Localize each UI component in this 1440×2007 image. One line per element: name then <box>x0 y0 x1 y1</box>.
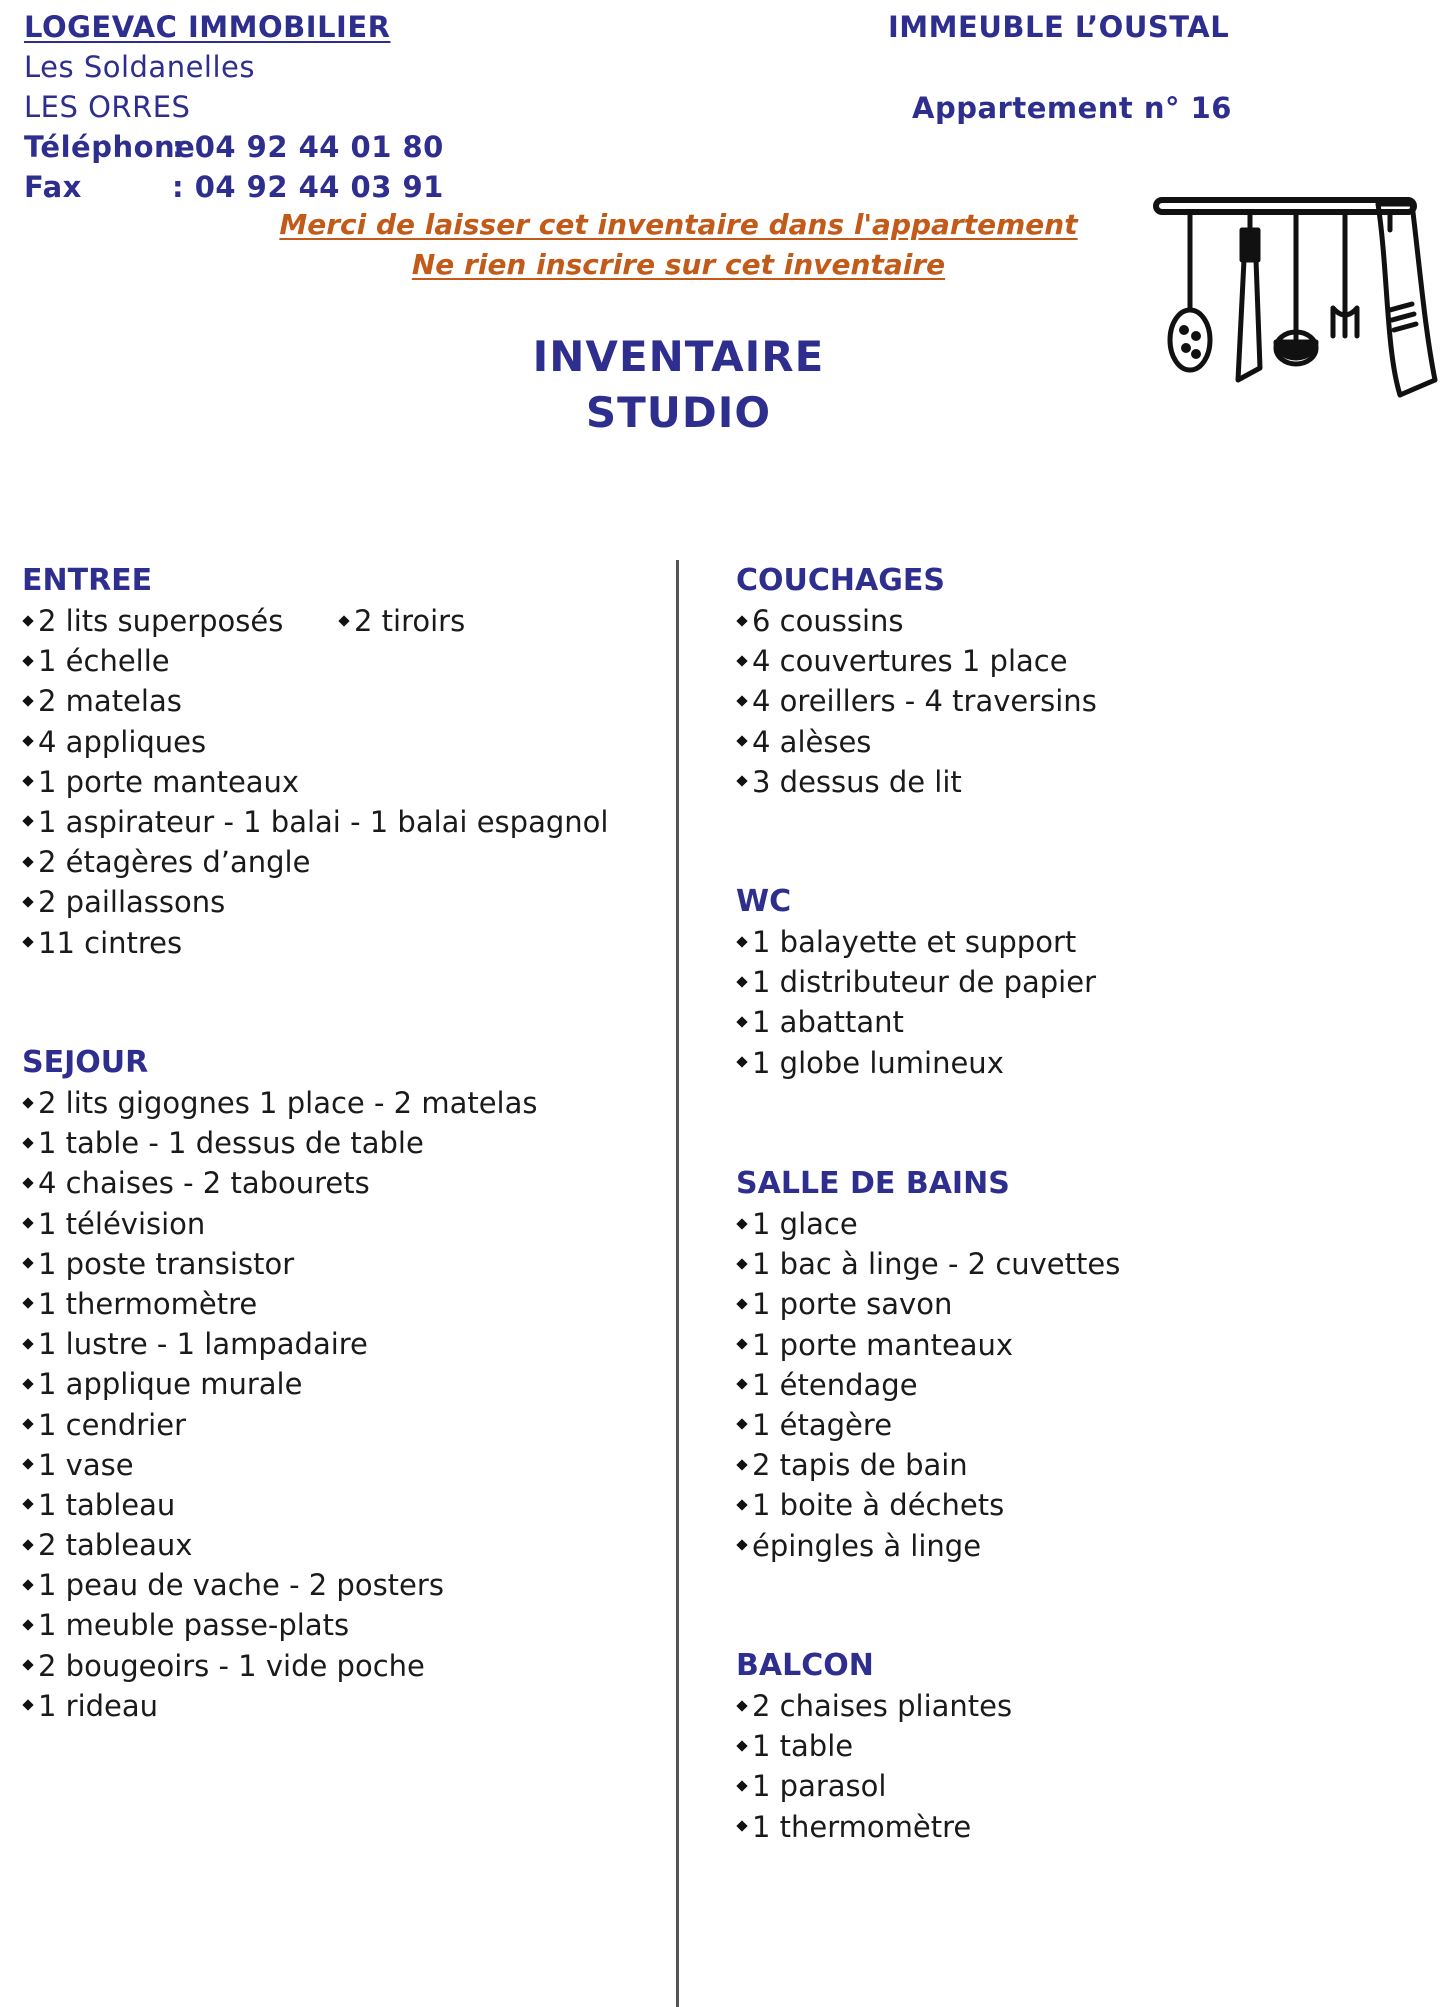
list-item: 1 table <box>736 1726 1012 1766</box>
bullet-icon <box>22 1499 33 1510</box>
document-subtitle: STUDIO <box>585 388 772 437</box>
list-item: 1 télévision <box>22 1204 538 1244</box>
section-couchages <box>736 561 1097 802</box>
list-item: 4 appliques <box>22 722 608 762</box>
list-item: 1 bac à linge - 2 cuvettes <box>736 1244 1120 1284</box>
bullet-icon <box>736 735 747 746</box>
notice-no-writing: Ne rien inscrire sur cet inventaire <box>411 248 946 281</box>
list-item: épingles à linge <box>736 1526 1120 1566</box>
kitchen-utensils-icon <box>1150 190 1440 409</box>
agency-address-line1: Les Soldanelles <box>24 50 255 84</box>
section-title-balcon: BALCON <box>736 1648 874 1683</box>
bullet-icon <box>736 976 747 987</box>
list-item: 6 coussins <box>736 601 1097 641</box>
bullet-icon <box>736 1419 747 1430</box>
bullet-icon <box>22 1298 33 1309</box>
bullet-icon <box>22 1459 33 1470</box>
bullet-icon <box>22 936 33 947</box>
bullet-icon <box>22 655 33 666</box>
bullet-icon <box>22 695 33 706</box>
section-title-entree: ENTREE <box>22 563 153 598</box>
bullet-icon <box>736 655 747 666</box>
phone-value: : 04 92 44 01 80 <box>172 130 444 164</box>
list-item: 2 lits gigognes 1 place - 2 matelas <box>22 1083 538 1123</box>
list-item: 2 paillassons <box>22 882 608 922</box>
list-item: 2 tableaux <box>22 1525 538 1565</box>
list-item: 1 tableau <box>22 1485 538 1525</box>
list-item: 1 boite à déchets <box>736 1485 1120 1525</box>
building-name: IMMEUBLE L’OUSTAL <box>888 10 1230 44</box>
bullet-icon <box>22 615 33 626</box>
list-item: 1 lustre - 1 lampadaire <box>22 1324 538 1364</box>
list-item: 4 alèses <box>736 722 1097 762</box>
list-item: 1 parasol <box>736 1766 1012 1806</box>
bullet-icon <box>22 1579 33 1590</box>
bullet-icon <box>22 1418 33 1429</box>
list-item: 1 porte savon <box>736 1284 1120 1324</box>
bullet-icon <box>22 856 33 867</box>
phone-label: Téléphone <box>24 130 196 164</box>
list-item: 4 chaises - 2 tabourets <box>22 1163 538 1203</box>
apartment-number: Appartement n° 16 <box>912 91 1232 125</box>
bullet-icon <box>22 1137 33 1148</box>
list-item: 2 étagères d’angle <box>22 842 608 882</box>
bullet-icon <box>736 1056 747 1067</box>
bullet-icon <box>22 776 33 787</box>
agency-name: LOGEVAC IMMOBILIER <box>24 10 391 44</box>
list-item: 1 distributeur de papier <box>736 962 1096 1002</box>
list-item: 2 bougeoirs - 1 vide poche <box>22 1646 538 1686</box>
list-item: 1 abattant <box>736 1002 1096 1042</box>
list-item: 1 cendrier <box>22 1405 538 1445</box>
list-item: 2 matelas <box>22 681 608 721</box>
bullet-icon <box>736 1780 747 1791</box>
list-item: 11 cintres <box>22 923 608 963</box>
section-title-wc: WC <box>736 884 792 919</box>
bullet-icon <box>736 1298 747 1309</box>
list-item: 2 chaises pliantes <box>736 1686 1012 1726</box>
bullet-icon <box>22 1177 33 1188</box>
section-entree <box>22 561 608 963</box>
bullet-icon <box>736 1740 747 1751</box>
list-item: 1 rideau <box>22 1686 538 1726</box>
bullet-icon <box>736 1258 747 1269</box>
agency-address-line2: LES ORRES <box>24 90 191 124</box>
bullet-icon <box>22 1539 33 1550</box>
list-item: 1 étagère <box>736 1405 1120 1445</box>
bullet-icon <box>22 1097 33 1108</box>
bullet-icon <box>22 1338 33 1349</box>
list-item: 1 glace <box>736 1204 1120 1244</box>
list-item: 1 globe lumineux <box>736 1043 1096 1083</box>
section-sejour <box>22 1043 538 1726</box>
section-title-sejour: SEJOUR <box>22 1045 149 1080</box>
bullet-icon <box>736 695 747 706</box>
list-item: 1 étendage <box>736 1365 1120 1405</box>
list-item: 1 porte manteaux <box>22 762 608 802</box>
list-item: 4 oreillers - 4 traversins <box>736 681 1097 721</box>
bullet-icon <box>22 1378 33 1389</box>
fax-value: : 04 92 44 03 91 <box>172 170 444 204</box>
notice-leave-inventory: Merci de laisser cet inventaire dans l'appartement <box>279 208 1078 241</box>
bullet-icon <box>22 896 33 907</box>
bullet-icon <box>22 816 33 827</box>
bullet-icon <box>736 1218 747 1229</box>
bullet-icon <box>22 1619 33 1630</box>
bullet-icon <box>736 1499 747 1510</box>
list-item: 1 table - 1 dessus de table <box>22 1123 538 1163</box>
list-item: 2 lits superposés <box>22 601 608 641</box>
list-item: 3 dessus de lit <box>736 762 1097 802</box>
bullet-icon <box>22 1659 33 1670</box>
section-salle-de-bains <box>736 1164 1120 1566</box>
list-item: 4 couvertures 1 place <box>736 641 1097 681</box>
bullet-icon <box>22 1217 33 1228</box>
list-item: 1 porte manteaux <box>736 1325 1120 1365</box>
list-item: 1 peau de vache - 2 posters <box>22 1565 538 1605</box>
bullet-icon <box>736 1338 747 1349</box>
bullet-icon <box>338 615 349 626</box>
section-title-salle-de-bains: SALLE DE BAINS <box>736 1166 1010 1201</box>
bullet-icon <box>22 735 33 746</box>
list-item: 1 poste transistor <box>22 1244 538 1284</box>
bullet-icon <box>736 1820 747 1831</box>
list-item: 1 vase <box>22 1445 538 1485</box>
bullet-icon <box>736 615 747 626</box>
list-item-extra: 2 tiroirs <box>338 601 465 641</box>
list-item: 1 échelle <box>22 641 608 681</box>
section-title-couchages: COUCHAGES <box>736 563 945 598</box>
document-title: INVENTAIRE <box>532 332 825 381</box>
list-item: 1 applique murale <box>22 1364 538 1404</box>
bullet-icon <box>736 1459 747 1470</box>
bullet-icon <box>22 1700 33 1711</box>
bullet-icon <box>736 1379 747 1390</box>
bullet-icon <box>736 776 747 787</box>
column-divider <box>676 560 679 2007</box>
bullet-icon <box>736 1700 747 1711</box>
section-balcon <box>736 1646 1012 1847</box>
list-item: 2 tapis de bain <box>736 1445 1120 1485</box>
section-wc <box>736 882 1096 1083</box>
bullet-icon <box>22 1258 33 1269</box>
bullet-icon <box>736 936 747 947</box>
fax-label: Fax <box>24 170 82 204</box>
list-item: 1 thermomètre <box>22 1284 538 1324</box>
bullet-icon <box>736 1016 747 1027</box>
bullet-icon <box>736 1539 747 1550</box>
list-item: 1 meuble passe-plats <box>22 1605 538 1645</box>
list-item: 1 balayette et support <box>736 922 1096 962</box>
list-item: 1 thermomètre <box>736 1807 1012 1847</box>
list-item: 1 aspirateur - 1 balai - 1 balai espagnol <box>22 802 608 842</box>
